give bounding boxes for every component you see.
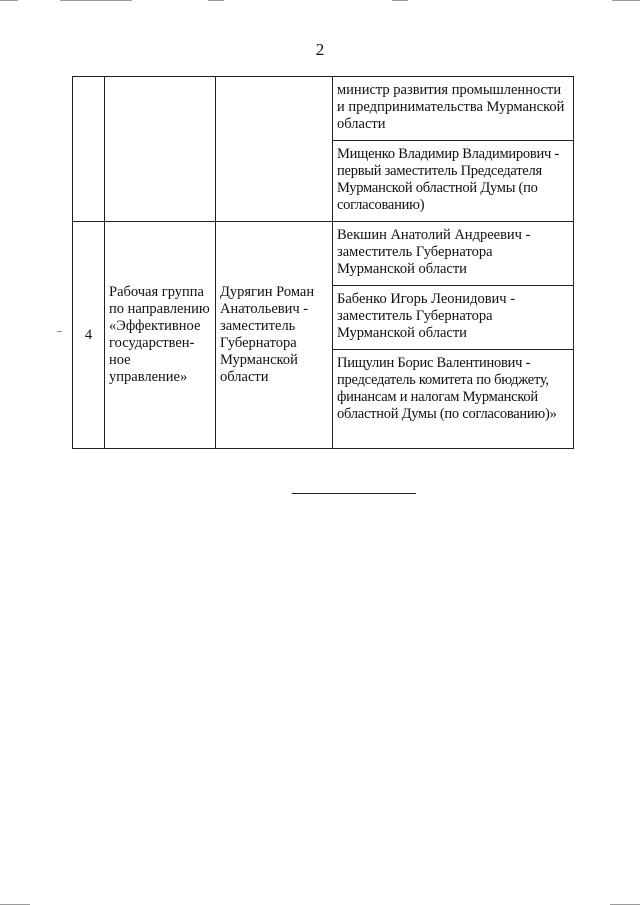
scan-edge-mark bbox=[0, 0, 18, 1]
member-cell: Мищенко Владимир Владимирович - первый заместитель Председателя Мурманской областной Думы (по согласованию) bbox=[333, 141, 574, 222]
table-row bbox=[73, 77, 574, 141]
member-cell: Пищулин Борис Валентинович - председатель комитета по бюджету, финансам и налогам Мурманской областной Думы (по согласованию)» bbox=[333, 350, 574, 449]
scan-edge-mark bbox=[612, 0, 640, 1]
table-row bbox=[73, 222, 574, 286]
member-cell: Векшин Анатолий Андреевич - заместитель Губернатора Мурманской области bbox=[333, 222, 574, 286]
scan-edge-mark bbox=[392, 0, 408, 1]
row-number-cell: 4 bbox=[73, 222, 105, 449]
scan-edge-mark bbox=[208, 0, 224, 1]
row-number-cell bbox=[73, 77, 105, 222]
group-lead-cell bbox=[216, 77, 333, 222]
end-of-document-rule bbox=[292, 493, 416, 494]
member-cell: министр развития промышленности и предпринимательства Мурманской области bbox=[333, 77, 574, 141]
margin-mark bbox=[57, 331, 62, 332]
scan-edge-mark bbox=[60, 0, 132, 1]
working-groups-table bbox=[72, 76, 574, 449]
group-name-cell: Рабочая группа по направлению «Эффективное государствен-ное управление» bbox=[105, 222, 216, 449]
page-number: 2 bbox=[315, 40, 325, 59]
group-name-cell bbox=[105, 77, 216, 222]
member-cell: Бабенко Игорь Леонидович - заместитель Губернатора Мурманской области bbox=[333, 286, 574, 350]
group-lead-cell: Дурягин Роман Анатольевич - заместитель Губернатора Мурманской области bbox=[216, 222, 333, 449]
